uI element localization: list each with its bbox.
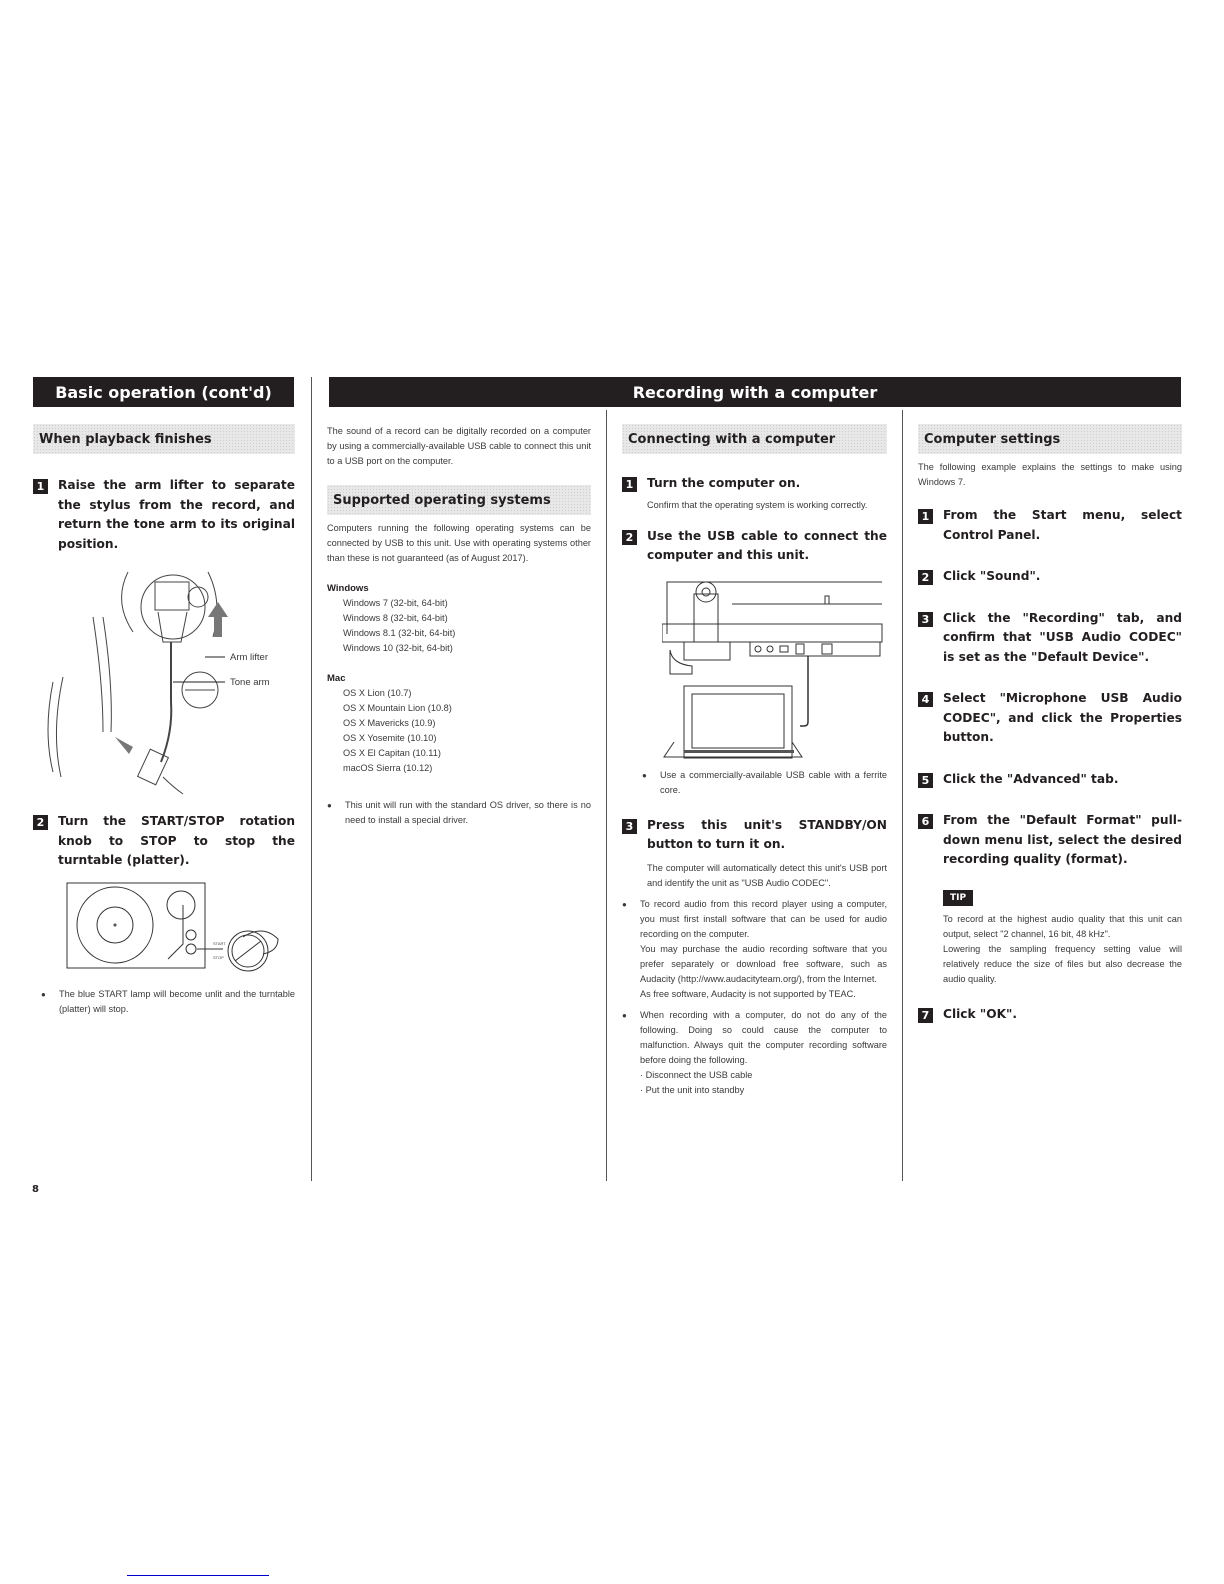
step-text: Click "OK".	[943, 1006, 1018, 1021]
bullet-item: ● When recording with a computer, do not do any of the following. Doing so could cause the computer to malfunction. Always quit the computer recording software before doing the following. · Disconnect the USB cable · Put the unit into standby	[622, 1008, 887, 1098]
step-number: 2	[33, 815, 48, 830]
os-item: macOS Sierra (10.12)	[343, 763, 433, 773]
step-2	[918, 567, 1182, 587]
os-item: OS X El Capitan (10.11)	[343, 748, 441, 758]
subsection-heading: When playback finishes	[33, 424, 295, 454]
step-4	[918, 689, 1182, 748]
step-text: Click the "Advanced" tab.	[943, 771, 1119, 786]
bullet-icon: ●	[327, 801, 332, 810]
start-label: START	[213, 940, 226, 946]
step-7	[918, 1005, 1182, 1025]
turntable-top-illustration	[33, 879, 295, 979]
step-number: 2	[622, 530, 637, 545]
step-2	[33, 812, 295, 871]
step-text: Use the USB cable to connect the computer and this unit.	[647, 528, 887, 562]
tone-arm-illustration	[33, 562, 295, 802]
step-number: 3	[918, 612, 933, 627]
decorative-line	[127, 1575, 269, 1576]
step-number: 6	[918, 814, 933, 829]
step-number: 4	[918, 692, 933, 707]
bullet-item: ● This unit will run with the standard OS driver, so there is no need to install a special driver.	[327, 798, 591, 828]
tone-arm-label: Tone arm	[230, 677, 270, 688]
step-number: 7	[918, 1008, 933, 1023]
bullet-icon: ●	[642, 770, 647, 780]
os-item: Windows 7 (32-bit, 64-bit)	[343, 598, 448, 608]
stop-label: STOP	[213, 954, 224, 960]
step-number: 5	[918, 773, 933, 788]
mac-list	[327, 686, 591, 776]
section-title-basic-operation: Basic operation (cont'd)	[33, 377, 294, 407]
column-computer-settings	[918, 424, 1182, 1024]
step-text: Turn the START/STOP rotation knob to STOP to stop the turntable (platter).	[58, 814, 295, 867]
step-number: 2	[918, 570, 933, 585]
up-arrow-icon	[208, 602, 228, 637]
step-number: 1	[918, 509, 933, 524]
bullet-icon: ●	[622, 1010, 627, 1020]
os-item: Windows 10 (32-bit, 64-bit)	[343, 643, 453, 653]
column-recording-intro	[327, 424, 591, 828]
section-title-recording: Recording with a computer	[329, 377, 1181, 407]
windows-heading: Windows	[327, 583, 369, 594]
step-1	[918, 506, 1182, 545]
step-text: Raise the arm lifter to separate the stylus from the record, and return the tone arm to its original position.	[58, 478, 295, 551]
step-note: Confirm that the operating system is working correctly.	[647, 499, 868, 510]
settings-intro: The following example explains the settings to make using Windows 7.	[918, 462, 1182, 487]
windows-list	[327, 596, 591, 656]
arm-lifter-label: Arm lifter	[230, 652, 268, 663]
subsection-heading: Supported operating systems	[327, 485, 591, 515]
step-text: Click the "Recording" tab, and confirm that "USB Audio CODEC" is set as the "Default Device".	[943, 610, 1182, 664]
tip-text: To record at the highest audio quality that this unit can output, select "2 channel, 16 bit, 48 kHz". Lowering the sampling frequency setting value will relatively reduce the size of files but also decrease the audio quality.	[943, 913, 1182, 984]
step-text: Press this unit's STANDBY/ON button to turn it on.	[647, 817, 887, 851]
bullet-item: ● To record audio from this record player using a computer, you must first install software that can be used for audio recording on the computer. You may purchase the audio recording software that you prefer separately or download free software, such as Audacity (http://www.audacityteam.org/), from the Internet. As free software, Audacity is not supported by TEAC.	[622, 897, 887, 1002]
bullet-item: ● Use a commercially-available USB cable with a ferrite core.	[622, 768, 887, 798]
step-1	[622, 474, 887, 494]
step-2	[622, 527, 887, 566]
column-basic-operation	[33, 424, 295, 1017]
step-number: 1	[33, 479, 48, 494]
step-1	[33, 476, 295, 554]
bullet-item: ● The blue START lamp will become unlit and the turntable (platter) will stop.	[33, 987, 295, 1017]
step-text: From the Start menu, select Control Panel.	[943, 508, 1182, 542]
tip-badge: TIP	[943, 890, 973, 906]
column-connecting	[622, 424, 887, 1098]
step-3	[918, 609, 1182, 668]
step-6	[918, 811, 1182, 870]
os-item: OS X Mountain Lion (10.8)	[343, 703, 452, 713]
os-item: Windows 8.1 (32-bit, 64-bit)	[343, 628, 456, 638]
subsection-heading: Computer settings	[918, 424, 1182, 454]
bullet-icon: ●	[41, 989, 46, 999]
page-number: 8	[32, 1184, 39, 1195]
step-3	[622, 816, 887, 855]
os-item: OS X Mavericks (10.9)	[343, 718, 436, 728]
bullet-icon: ●	[622, 899, 627, 909]
os-item: Windows 8 (32-bit, 64-bit)	[343, 613, 448, 623]
step-text: From the "Default Format" pull-down menu list, select the desired recording quality (format).	[943, 813, 1182, 866]
step-text: Turn the computer on.	[647, 476, 801, 490]
column-divider	[311, 377, 312, 1181]
step-5	[918, 770, 1182, 790]
os-item: OS X Yosemite (10.10)	[343, 733, 437, 743]
step-text: Select "Microphone USB Audio CODEC", and click the Properties button.	[943, 691, 1182, 744]
step-number: 3	[622, 819, 637, 834]
step-number: 1	[622, 477, 637, 492]
mac-heading: Mac	[327, 673, 346, 684]
subsection-heading: Connecting with a computer	[622, 424, 887, 454]
os-item: OS X Lion (10.7)	[343, 688, 412, 698]
os-description: Computers running the following operating systems can be connected by USB to this unit. Use with operating systems other than these is not guaranteed (as of August 2017).	[327, 523, 591, 563]
column-divider	[902, 410, 903, 1181]
step-note: The computer will automatically detect this unit's USB port and identify the unit as "USB Audio CODEC".	[647, 862, 887, 888]
arrow-icon	[115, 737, 133, 754]
column-divider	[606, 410, 607, 1181]
intro-paragraph: The sound of a record can be digitally recorded on a computer by using a commercially-available USB cable to connect this unit to a USB port on the computer.	[327, 426, 591, 466]
usb-connection-illustration	[622, 574, 887, 764]
step-text: Click "Sound".	[943, 569, 1041, 583]
